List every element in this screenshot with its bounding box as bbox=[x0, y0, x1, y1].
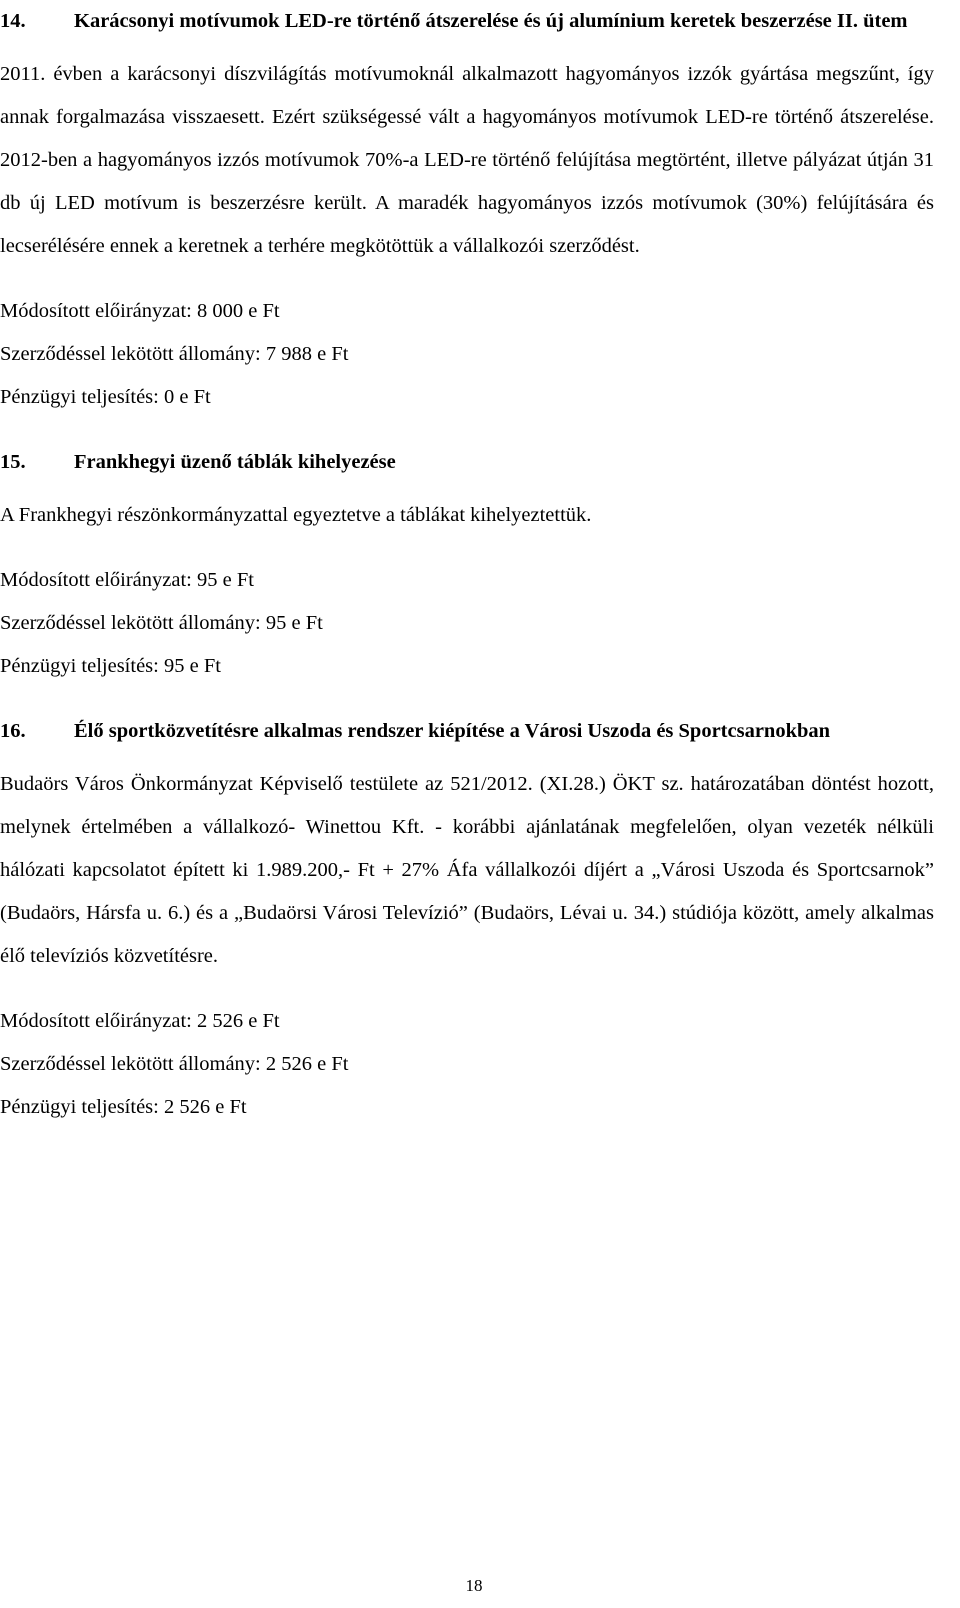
financial-line-modified: Módosított előirányzat: 8 000 e Ft bbox=[0, 300, 280, 322]
financial-line-committed: Szerződéssel lekötött állomány: 7 988 e Ft bbox=[0, 343, 349, 365]
page-number bbox=[0, 1576, 960, 1596]
section-heading bbox=[0, 441, 934, 484]
section-title: Frankhegyi üzenő táblák kihelyezése bbox=[74, 451, 396, 473]
financial-line-fulfilled: Pénzügyi teljesítés: 0 e Ft bbox=[0, 386, 211, 408]
section-body: A Frankhegyi részönkormányzattal egyeztetve a táblákat kihelyeztettük. bbox=[0, 504, 592, 526]
section-number: 14. bbox=[0, 10, 26, 32]
section-number: 16. bbox=[0, 720, 26, 742]
section-14 bbox=[0, 0, 934, 419]
page-number-text: 18 bbox=[465, 1576, 483, 1595]
section-16 bbox=[0, 710, 934, 1129]
financial-line-modified: Módosított előirányzat: 2 526 e Ft bbox=[0, 1010, 280, 1032]
section-body: Budaörs Város Önkormányzat Képviselő testülete az 521/2012. (XI.28.) ÖKT sz. határozatában döntést hozott, melynek értelmében a vállalkozó- Winettou Kft. - korábbi ajánlatának megfelelően, olyan vezeték nélküli hálózati kapcsolatot épített ki 1.989.200,- Ft + 27% Áfa vállalkozói díjért a „Városi Uszoda és Sportcsarnok” (Budaörs, Hársfa u. 6.) és a „Budaörsi Városi Televízió” (Budaörs, Lévai u. 34.) stúdiója között, amely alkalmas élő televíziós közvetítésre. bbox=[0, 773, 934, 967]
section-title: Karácsonyi motívumok LED-re történő átszerelése és új alumínium keretek beszerzése II. ütem bbox=[74, 10, 908, 32]
section-title: Élő sportközvetítésre alkalmas rendszer kiépítése a Városi Uszoda és Sportcsarnokban bbox=[74, 720, 831, 742]
section-number: 15. bbox=[0, 451, 26, 473]
financial-line-fulfilled: Pénzügyi teljesítés: 2 526 e Ft bbox=[0, 1096, 247, 1118]
financial-line-modified: Módosított előirányzat: 95 e Ft bbox=[0, 569, 254, 591]
section-15 bbox=[0, 441, 934, 688]
financial-line-committed: Szerződéssel lekötött állomány: 95 e Ft bbox=[0, 612, 323, 634]
financial-line-committed: Szerződéssel lekötött állomány: 2 526 e Ft bbox=[0, 1053, 349, 1075]
section-body: 2011. évben a karácsonyi díszvilágítás motívumoknál alkalmazott hagyományos izzók gyártása megszűnt, így annak forgalmazása visszaesett. Ezért szükségessé vált a hagyományos motívumok LED-re történő átszerelése. 2012-ben a hagyományos izzós motívumok 70%-a LED-re történő felújítása megtörtént, illetve pályázat útján 31 db új LED motívum is beszerzésre került. A maradék hagyományos izzós motívumok (30%) felújítására és lecserélésére ennek a keretnek a terhére megkötöttük a vállalkozói szerződést. bbox=[0, 63, 934, 257]
section-heading bbox=[0, 0, 934, 43]
financial-line-fulfilled: Pénzügyi teljesítés: 95 e Ft bbox=[0, 655, 221, 677]
section-heading bbox=[0, 710, 934, 753]
